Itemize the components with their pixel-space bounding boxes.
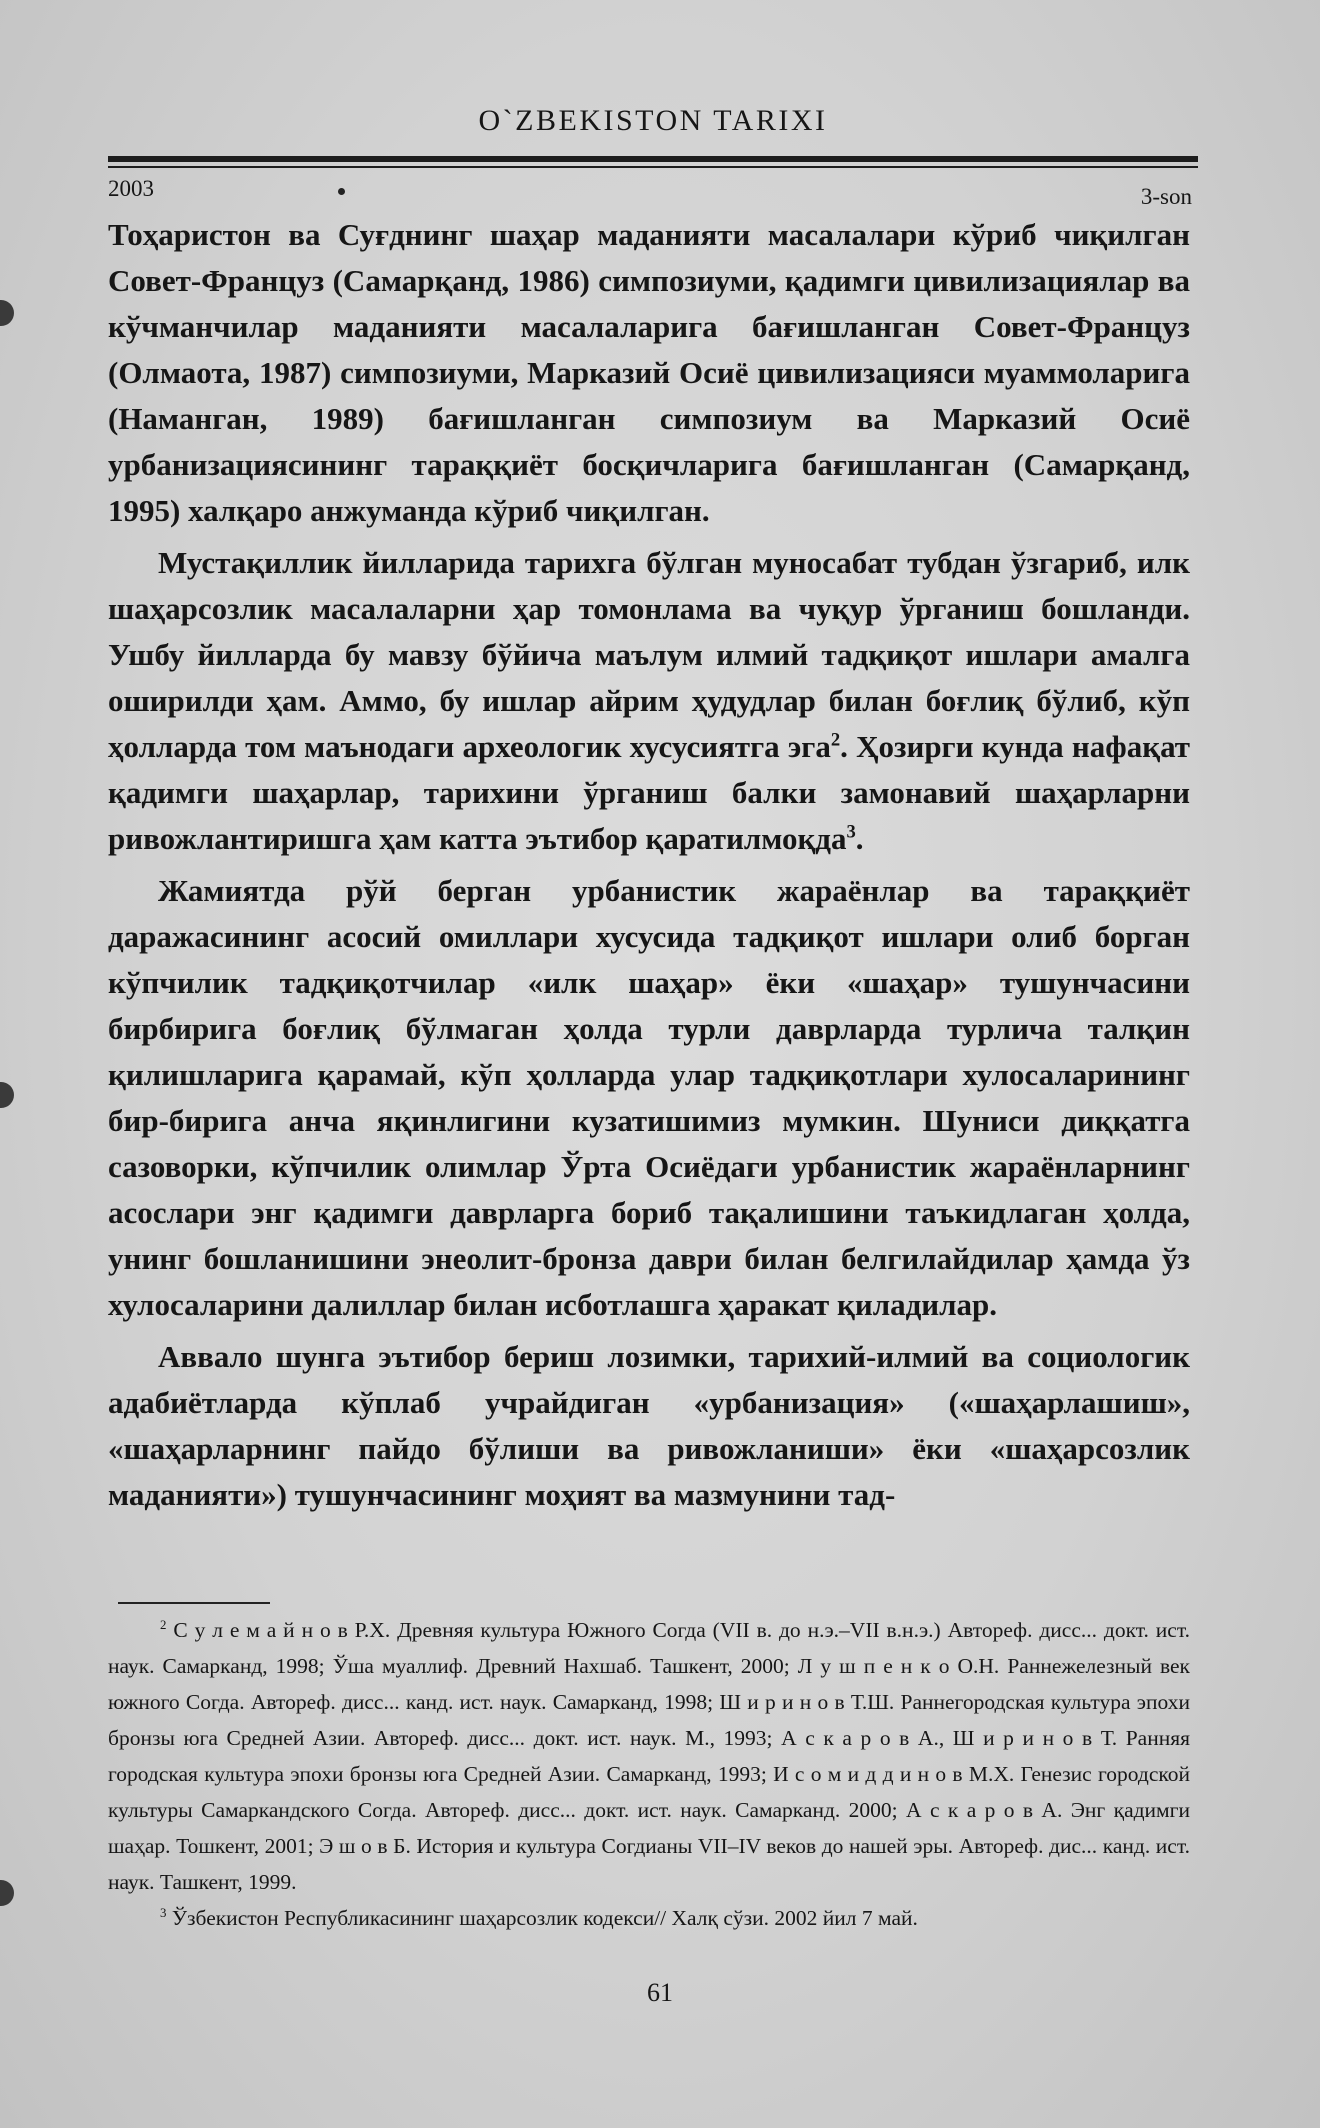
paragraph [108,540,1190,862]
footnote-mark: 3 [160,1905,167,1920]
bullet-dot [338,188,345,195]
header-rule-thin [108,166,1198,168]
page-number: 61 [647,1978,673,2007]
journal-year: 2003 [108,176,154,201]
footnote-ref: 3 [846,821,856,843]
paragraph [108,1334,1190,1518]
paragraph-text: Мустақиллик йилларида тарихга бўлган муносабат тубдан ўзгариб, илк шаҳарсозлик масалаларни ҳар томонлама ва чуқур ўрганиш бошланди. Ушбу йилларда бу мавзу бўйича маълум илмий тадқиқот ишлари амалга оширилди ҳам. Аммо, бу ишлар айрим ҳудудлар билан боғлиқ бўлиб, кўп ҳолларда том маънодаги археологик хусусиятга эга [108,545,1190,764]
paragraph-text: . [855,821,864,856]
binder-hole [0,1082,14,1108]
footnote-text: С у л е м а й н о в Р.Х. Древняя культура Южного Согда (VII в. до н.э.–VII в.н.э.) Автореф. дисс... докт. ист. наук. Самарканд, 1998; Ўша муаллиф. Древний Нахшаб. Ташкент, 2000; Л у ш п е н к о О.Н. Раннежелезный век южного Согда. Автореф. дисс... канд. ист. наук. Самарканд, 1998; Ш и р и н о в Т.Ш. Раннегородская культура эпохи бронзы юга Средней Азии. Автореф. дисс... докт. ист. наук. М., 1993; А с к а р о в А., Ш и р и н о в Т. Ранняя городская культура эпохи бронзы юга Средней Азии. Самарканд, 1993; И с о м и д д и н о в М.Х. Генезис городской культуры Самаркандского Согда. Автореф. дисс... докт. ист. наук. Самарканд. 2000; А с к а р о в А. Энг қадимги шаҳар. Тошкент, 2001; Э ш о в Б. История и культура Согдианы VII–IV веков до нашей эры. Автореф. дис... канд. ист. наук. Ташкент, 1999. [108,1618,1190,1894]
paragraph-text: . Ҳозирги кунда нафақат қадимги шаҳарлар, тарихини ўрганиш балки замонавий шаҳарларни ривожлантиришга ҳам катта эътибор қаратилмоқда [108,729,1190,856]
paragraph [108,212,1190,534]
footnote-text: Ўзбекистон Республикасининг шаҳарсозлик кодекси// Халқ сўзи. 2002 йил 7 май. [171,1906,918,1930]
article-body [108,212,1190,1524]
paragraph-text: Аввало шунга эътибор бериш лозимки, тарихий-илмий ва социологик адабиётларда кўплаб учрайдиган «урбанизация» («шаҳарлашиш», «шаҳарларнинг пайдо бўлиши ва ривожланиши» ёки «шаҳарсозлик маданияти») тушунчасининг моҳият ва мазмунини тад- [108,1339,1190,1512]
journal-title: O`ZBEKISTON TARIXI [478,104,828,137]
footnote-rule [118,1602,270,1604]
paragraph [108,868,1190,1328]
paragraph-text: Жамиятда рўй берган урбанистик жараёнлар ва тараққиёт даражасининг асосий омиллари хусусида тадқиқот ишлари олиб борган кўпчилик тадқиқотчилар «илк шаҳар» ёки «шаҳар» тушунчасини бирбирига боғлиқ бўлмаган ҳолда турли даврларда турлича талқин қилишларига қарамай, кўп ҳолларда улар тадқиқотлари хулосаларининг бир-бирига анча яқинлигини кузатишимиз мумкин. Шуниси диққатга сазоворки, кўпчилик олимлар Ўрта Осиёдаги урбанистик жараёнларнинг асослари энг қадимги даврларга бориб тақалишини таъкидлаган ҳолда, унинг бошланишини энеолит-бронза даври билан белгилайдилар ҳамда ўз хулосаларини далиллар билан исботлашга ҳаракат қиладилар. [108,873,1190,1322]
header-rule-thick [108,156,1198,162]
binder-hole [0,1880,14,1906]
journal-issue: 3-son [1140,184,1192,209]
footnote [108,1612,1190,1900]
binder-hole [0,300,14,326]
footnotes [108,1612,1190,1936]
footnote-ref: 2 [830,729,841,751]
footnote [108,1900,1190,1936]
footnote-mark: 2 [160,1617,167,1632]
paragraph-text: Тоҳаристон ва Суғднинг шаҳар маданияти масалалари кўриб чиқилган Совет-Француз (Самарқанд, 1986) симпозиуми, қадимги цивилизациялар ва кўчманчилар маданияти масалаларига бағишланган Совет-Француз (Олмаота, 1987) симпозиуми, Марказий Осиё цивилизацияси муаммоларига (Наманган, 1989) бағишланган симпозиум ва Марказий Осиё урбанизациясининг тараққиёт босқичларига бағишланган (Самарқанд, 1995) халқаро анжуманда кўриб чиқилган. [108,217,1190,528]
